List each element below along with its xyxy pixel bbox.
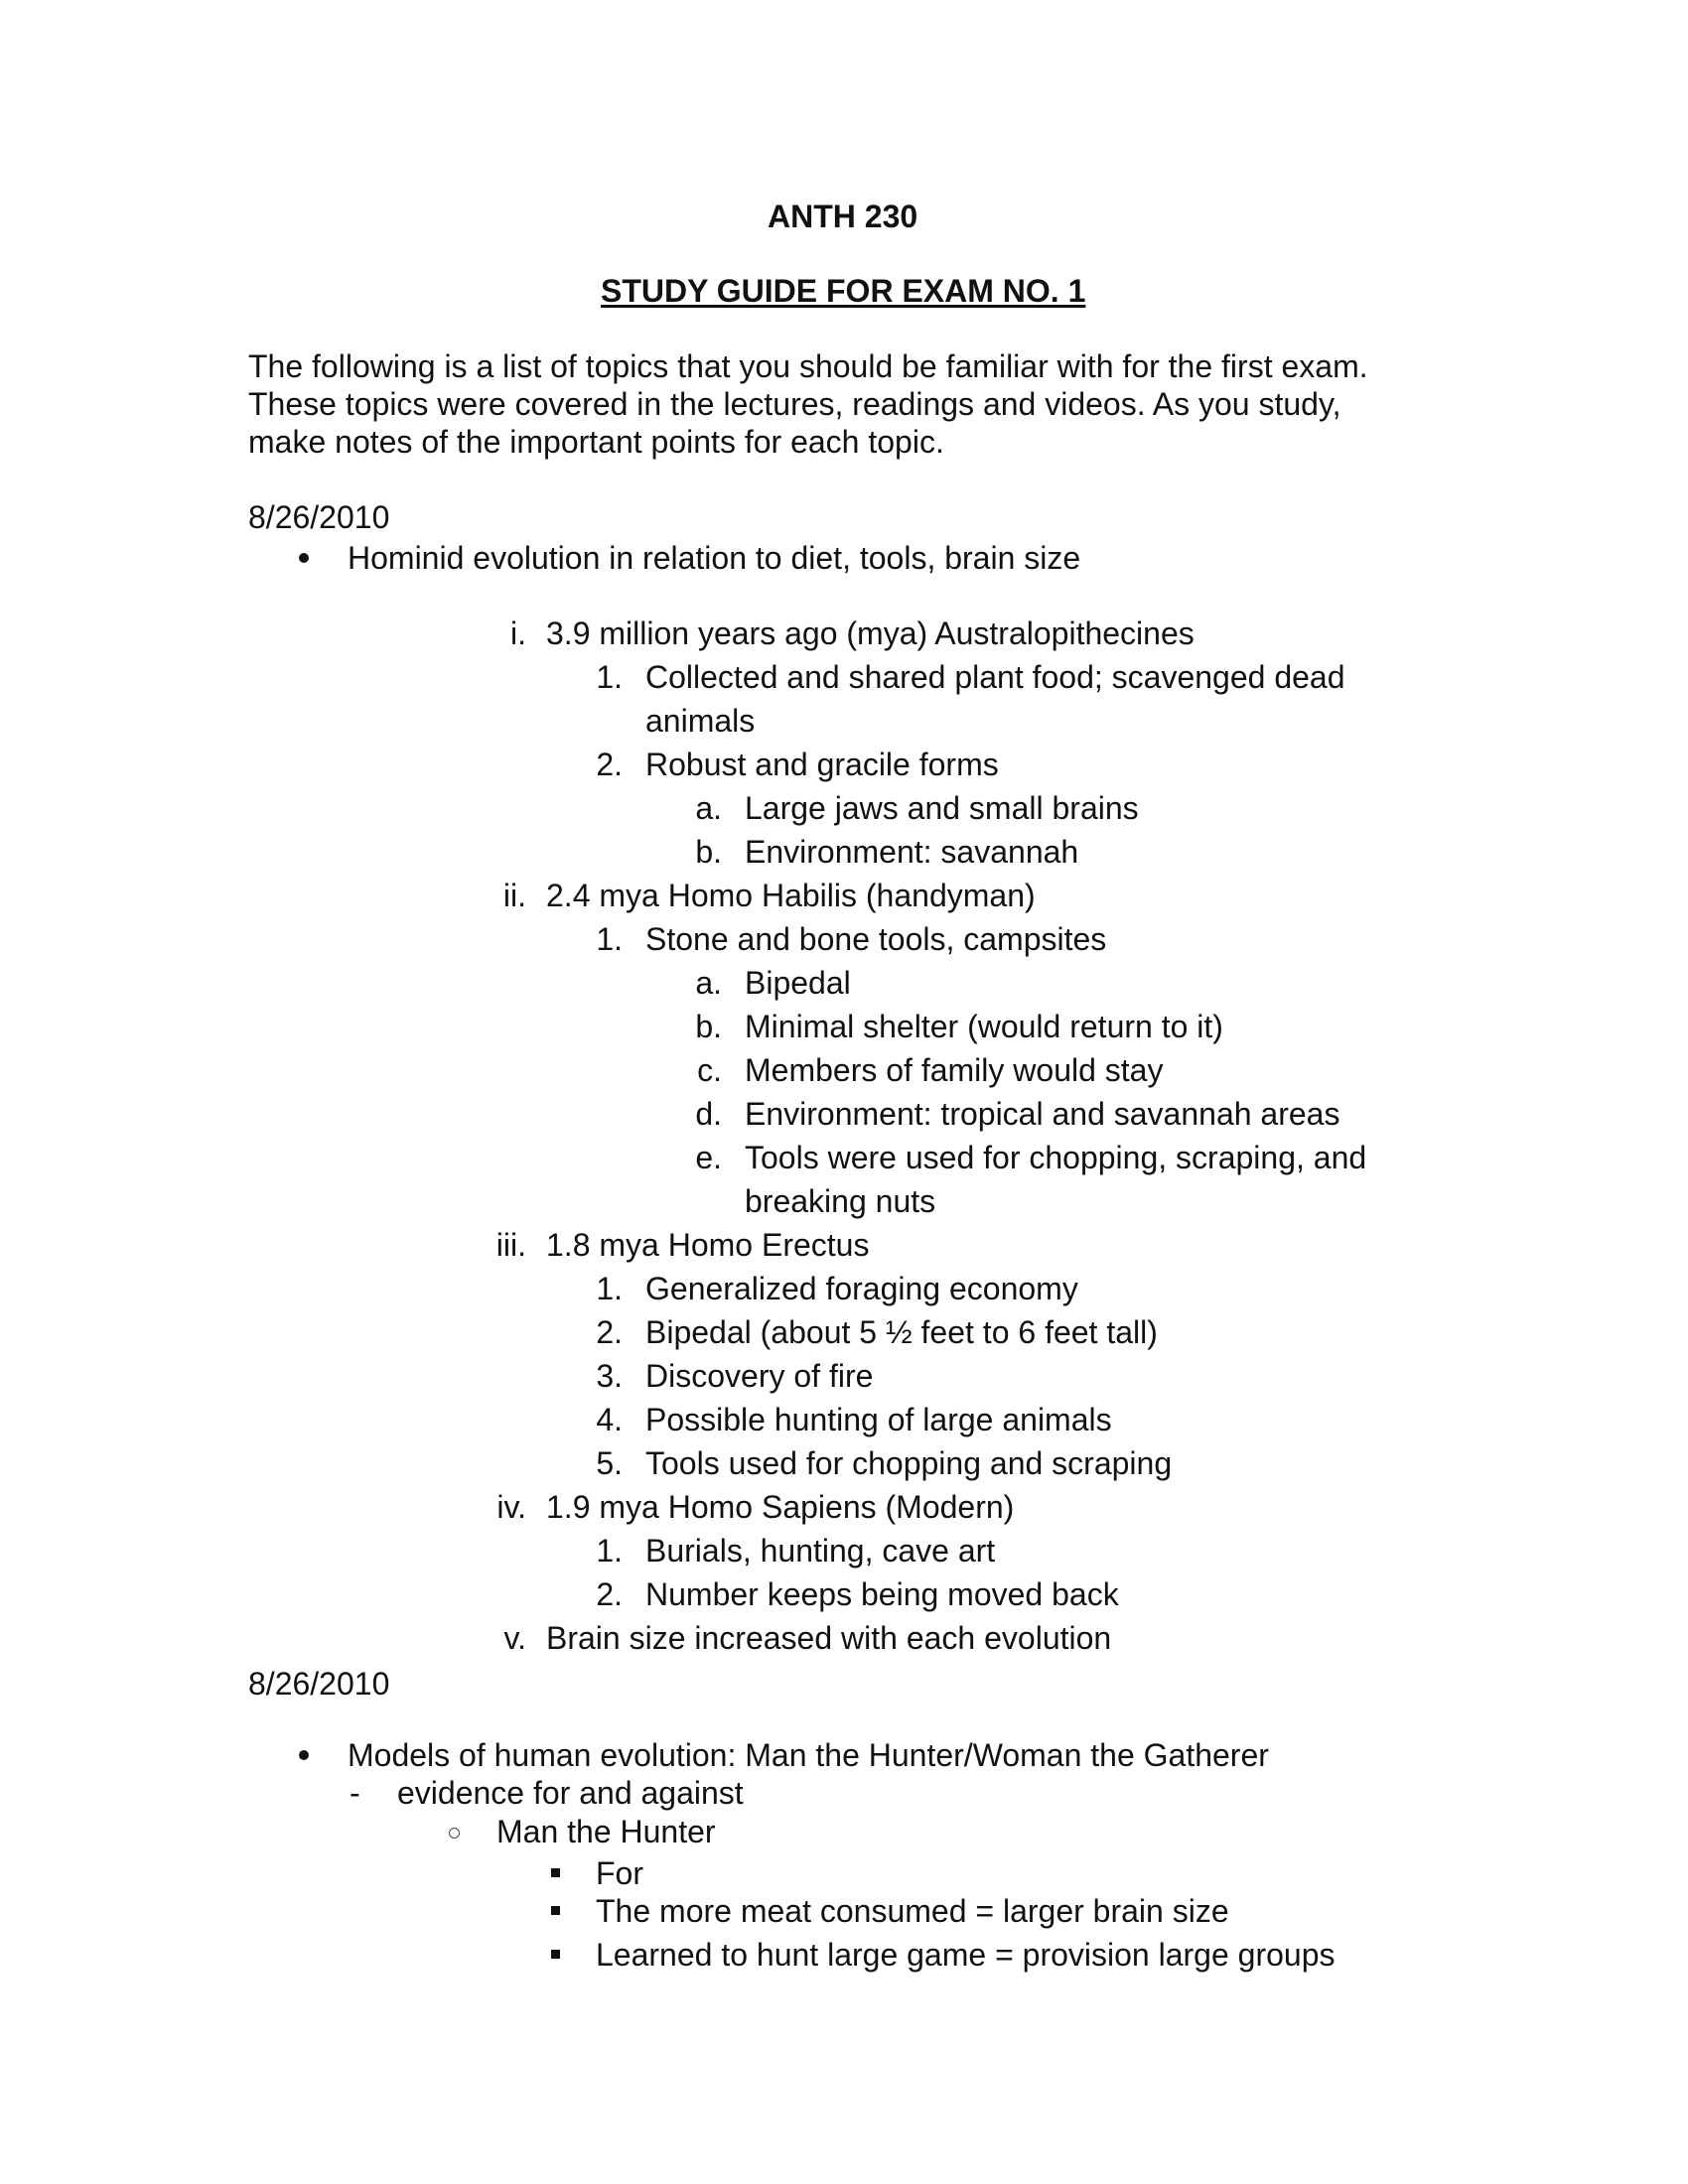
list-item: 1.8 mya Homo Erectus: [546, 1227, 870, 1263]
list-item: Collected and shared plant food; scavenged dead: [645, 659, 1345, 695]
list-marker: 5.: [596, 1445, 623, 1481]
square-bullet-icon: [551, 1868, 560, 1877]
bullet-dot-icon: [299, 1750, 309, 1760]
dash-marker: -: [350, 1775, 360, 1811]
list-item: Learned to hunt large game = provision large groups: [596, 1937, 1336, 1973]
list-item: animals: [645, 703, 756, 739]
list-marker: a.: [695, 790, 722, 826]
list-item: Bipedal (about 5 ½ feet to 6 feet tall): [645, 1314, 1158, 1350]
list-item: For: [596, 1855, 643, 1891]
list-item: breaking nuts: [745, 1183, 936, 1219]
list-marker: 1.: [596, 1271, 623, 1306]
section-topic: Models of human evolution: Man the Hunter/Woman the Gatherer: [348, 1737, 1269, 1773]
list-marker: d.: [695, 1096, 722, 1132]
list-item: Environment: tropical and savannah areas: [745, 1096, 1340, 1132]
list-marker: 1.: [596, 659, 623, 695]
list-marker: 4.: [596, 1402, 623, 1437]
list-item: Robust and gracile forms: [645, 747, 999, 782]
section-date: 8/26/2010: [248, 1666, 390, 1702]
section-topic: Hominid evolution in relation to diet, tools, brain size: [348, 540, 1081, 576]
course-code: ANTH 230: [768, 199, 918, 234]
intro-line-3: make notes of the important points for each topic.: [248, 424, 944, 460]
list-item: Minimal shelter (would return to it): [745, 1009, 1223, 1044]
list-item: 3.9 million years ago (mya) Australopithecines: [546, 615, 1195, 651]
sub-topic: Man the Hunter: [496, 1814, 716, 1849]
list-item: The more meat consumed = larger brain size: [596, 1893, 1229, 1929]
list-marker: ii.: [502, 878, 526, 913]
list-item: Bipedal: [745, 965, 851, 1001]
list-item: Members of family would stay: [745, 1052, 1164, 1088]
list-item: Tools were used for chopping, scraping, and: [745, 1140, 1367, 1175]
list-marker: 1.: [596, 1533, 623, 1569]
list-item: Number keeps being moved back: [645, 1576, 1119, 1612]
list-marker: 2.: [596, 747, 623, 782]
list-marker: i.: [510, 615, 526, 651]
list-item: Tools used for chopping and scraping: [645, 1445, 1173, 1481]
list-marker: b.: [695, 834, 722, 870]
list-item: Discovery of fire: [645, 1358, 874, 1394]
list-marker: iii.: [495, 1227, 526, 1263]
list-marker: 1.: [596, 921, 623, 957]
list-item: Generalized foraging economy: [645, 1271, 1078, 1306]
square-bullet-icon: [551, 1950, 560, 1959]
intro-line-1: The following is a list of topics that you should be familiar with for the first exam.: [248, 348, 1368, 384]
list-marker: b.: [695, 1009, 722, 1044]
list-marker: c.: [697, 1052, 722, 1088]
list-marker: 2.: [596, 1576, 623, 1612]
bullet-dot-icon: [299, 553, 309, 563]
list-marker: 3.: [596, 1358, 623, 1394]
list-item: Brain size increased with each evolution: [546, 1620, 1112, 1656]
square-bullet-icon: [551, 1906, 560, 1915]
dash-item: evidence for and against: [397, 1775, 744, 1811]
list-marker: iv.: [496, 1489, 526, 1525]
circle-bullet-icon: [449, 1828, 460, 1839]
list-item: Possible hunting of large animals: [645, 1402, 1112, 1437]
list-item: Environment: savannah: [745, 834, 1079, 870]
list-item: 2.4 mya Homo Habilis (handyman): [546, 878, 1036, 913]
list-marker: e.: [695, 1140, 722, 1175]
list-item: Large jaws and small brains: [745, 790, 1139, 826]
list-marker: v.: [503, 1620, 526, 1656]
list-marker: 2.: [596, 1314, 623, 1350]
intro-line-2: These topics were covered in the lectures, readings and videos. As you study,: [248, 386, 1341, 422]
list-item: 1.9 mya Homo Sapiens (Modern): [546, 1489, 1015, 1525]
page-title: STUDY GUIDE FOR EXAM NO. 1: [601, 273, 1086, 309]
list-item: Stone and bone tools, campsites: [645, 921, 1107, 957]
list-item: Burials, hunting, cave art: [645, 1533, 996, 1569]
list-marker: a.: [695, 965, 722, 1001]
section-date: 8/26/2010: [248, 499, 390, 535]
